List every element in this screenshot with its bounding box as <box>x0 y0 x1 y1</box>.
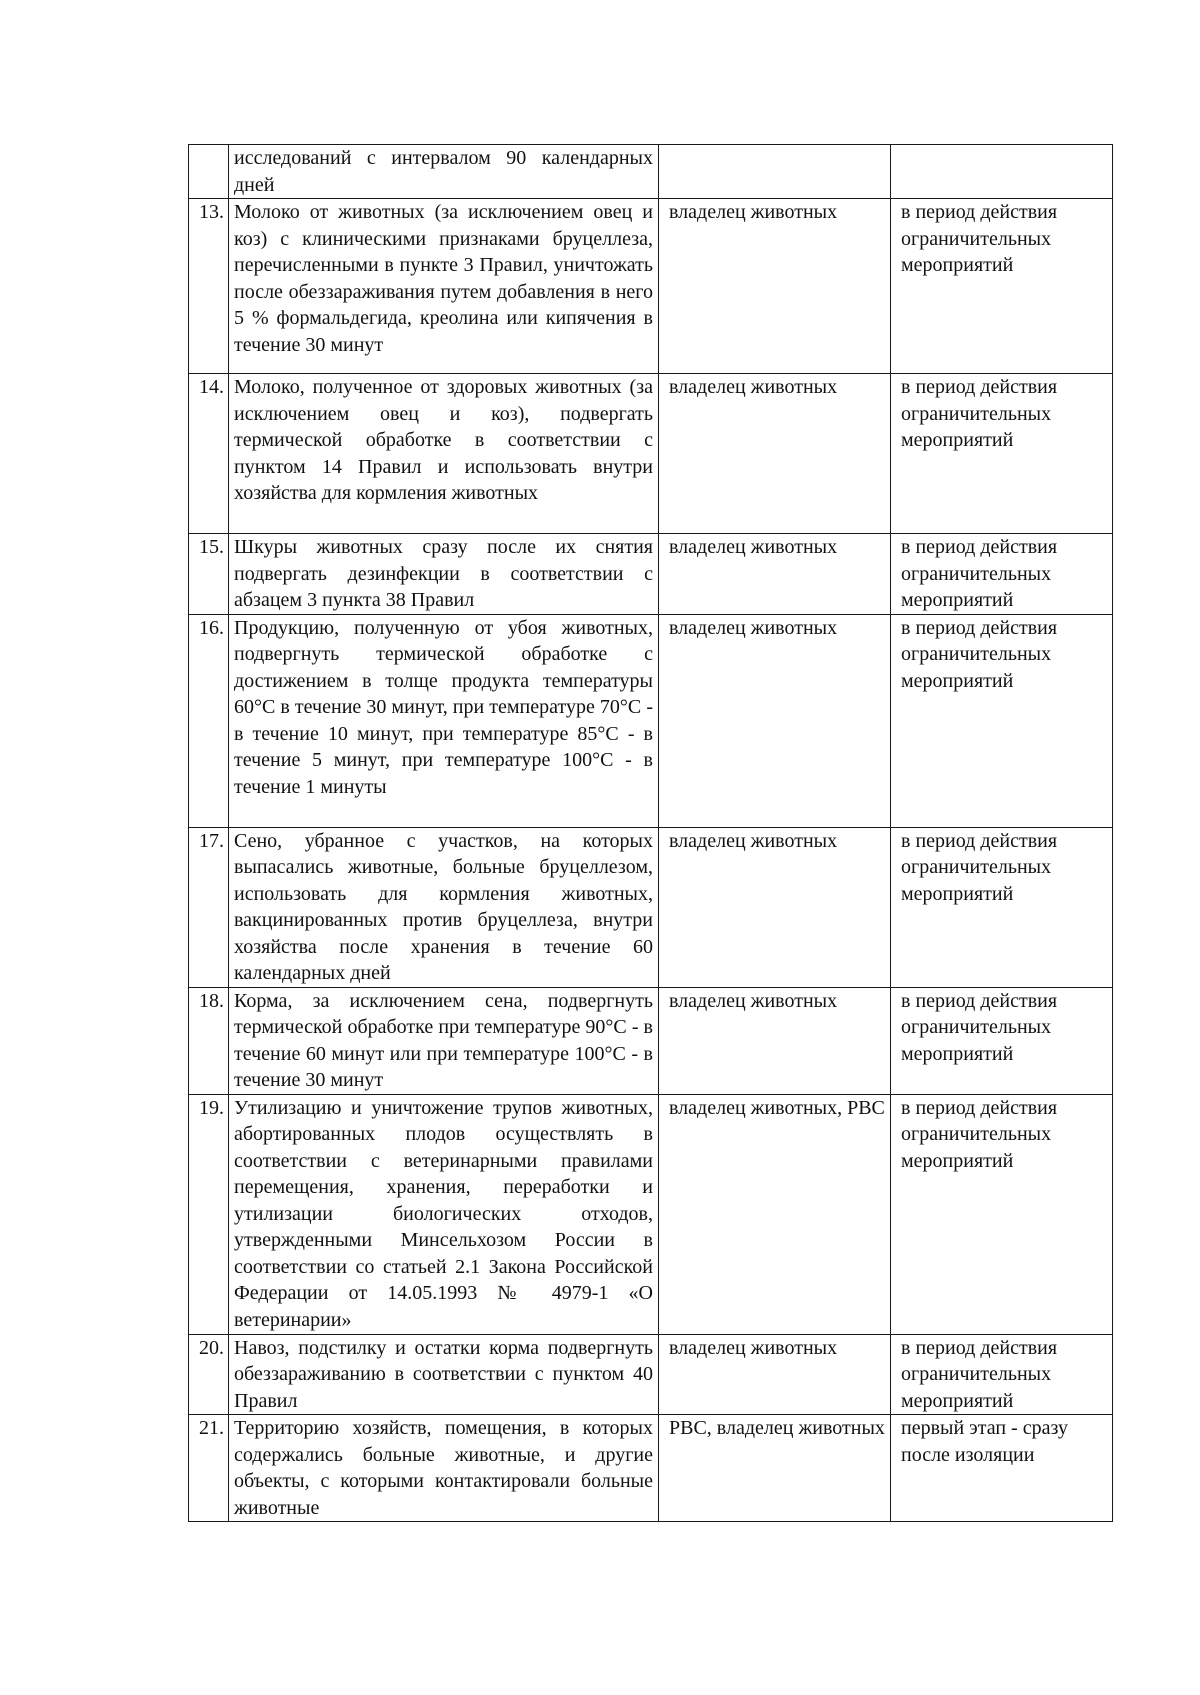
row-number: 14. <box>189 374 229 534</box>
row-number <box>189 145 229 199</box>
responsible-party: владелец животных <box>659 1334 891 1415</box>
execution-term: в период действия ограничительных мероприятий <box>891 1334 1113 1415</box>
table-row <box>189 199 1113 374</box>
responsible-party: владелец животных <box>659 374 891 534</box>
measure-text: Утилизацию и уничтожение трупов животных, абортированных плодов осуществлять в соответствии с ветеринарными правилами перемещения, хранения, переработки и утилизации биологических отходов, утвержденными Минсельхозом России в соответствии со статьей 2.1 Закона Российской Федерации от 14.05.1993 № 4979-1 «О ветеринарии» <box>229 1094 659 1334</box>
measure-text: Шкуры животных сразу после их снятия подвергать дезинфекции в соответствии с абзацем 3 пункта 38 Правил <box>229 534 659 615</box>
execution-term <box>891 145 1113 199</box>
row-number: 18. <box>189 987 229 1094</box>
execution-term: в период действия ограничительных мероприятий <box>891 534 1113 615</box>
responsible-party <box>659 145 891 199</box>
row-number: 13. <box>189 199 229 374</box>
measure-text: Продукцию, полученную от убоя животных, подвергнуть термической обработке с достижением в толще продукта температуры 60°С в течение 30 минут, при температуре 70°С - в течение 10 минут, при температуре 85°С - в течение 5 минут, при температуре 100°С - в течение 1 минуты <box>229 614 659 827</box>
table-row <box>189 987 1113 1094</box>
execution-term: в период действия ограничительных мероприятий <box>891 1094 1113 1334</box>
responsible-party: владелец животных <box>659 534 891 615</box>
table-row <box>189 374 1113 534</box>
row-number: 16. <box>189 614 229 827</box>
table-row <box>189 1334 1113 1415</box>
execution-term: в период действия ограничительных мероприятий <box>891 199 1113 374</box>
table-row <box>189 1094 1113 1334</box>
measures-table <box>188 144 1113 1522</box>
measure-text: Территорию хозяйств, помещения, в которых содержались больные животные, и другие объекты, с которыми контактировали больные животные <box>229 1415 659 1522</box>
responsible-party: РВС, владелец животных <box>659 1415 891 1522</box>
responsible-party: владелец животных <box>659 987 891 1094</box>
row-number: 15. <box>189 534 229 615</box>
measure-text: Молоко, полученное от здоровых животных (за исключением овец и коз), подвергать термической обработке в соответствии с пунктом 14 Правил и использовать внутри хозяйства для кормления животных <box>229 374 659 534</box>
responsible-party: владелец животных <box>659 827 891 987</box>
table-row <box>189 614 1113 827</box>
row-number: 19. <box>189 1094 229 1334</box>
table-row <box>189 534 1113 615</box>
execution-term: в период действия ограничительных мероприятий <box>891 614 1113 827</box>
row-number: 21. <box>189 1415 229 1522</box>
execution-term: в период действия ограничительных мероприятий <box>891 987 1113 1094</box>
row-number: 20. <box>189 1334 229 1415</box>
measure-text: Корма, за исключением сена, подвергнуть термической обработке при температуре 90°С - в течение 60 минут или при температуре 100°С - в течение 30 минут <box>229 987 659 1094</box>
measure-text: исследований с интервалом 90 календарных дней <box>229 145 659 199</box>
measures-table-body <box>189 145 1113 1522</box>
table-row <box>189 145 1113 199</box>
measure-text: Сено, убранное с участков, на которых выпасались животные, больные бруцеллезом, использовать для кормления животных, вакцинированных против бруцеллеза, внутри хозяйства после хранения в течение 60 календарных дней <box>229 827 659 987</box>
table-row <box>189 827 1113 987</box>
responsible-party: владелец животных, РВС <box>659 1094 891 1334</box>
responsible-party: владелец животных <box>659 199 891 374</box>
execution-term: в период действия ограничительных мероприятий <box>891 827 1113 987</box>
measure-text: Навоз, подстилку и остатки корма подвергнуть обеззараживанию в соответствии с пунктом 40 Правил <box>229 1334 659 1415</box>
execution-term: в период действия ограничительных мероприятий <box>891 374 1113 534</box>
execution-term: первый этап - сразу после изоляции <box>891 1415 1113 1522</box>
table-row <box>189 1415 1113 1522</box>
row-number: 17. <box>189 827 229 987</box>
responsible-party: владелец животных <box>659 614 891 827</box>
measure-text: Молоко от животных (за исключением овец и коз) с клиническими признаками бруцеллеза, перечисленными в пункте 3 Правил, уничтожать после обеззараживания путем добавления в него 5 % формальдегида, креолина или кипячения в течение 30 минут <box>229 199 659 374</box>
